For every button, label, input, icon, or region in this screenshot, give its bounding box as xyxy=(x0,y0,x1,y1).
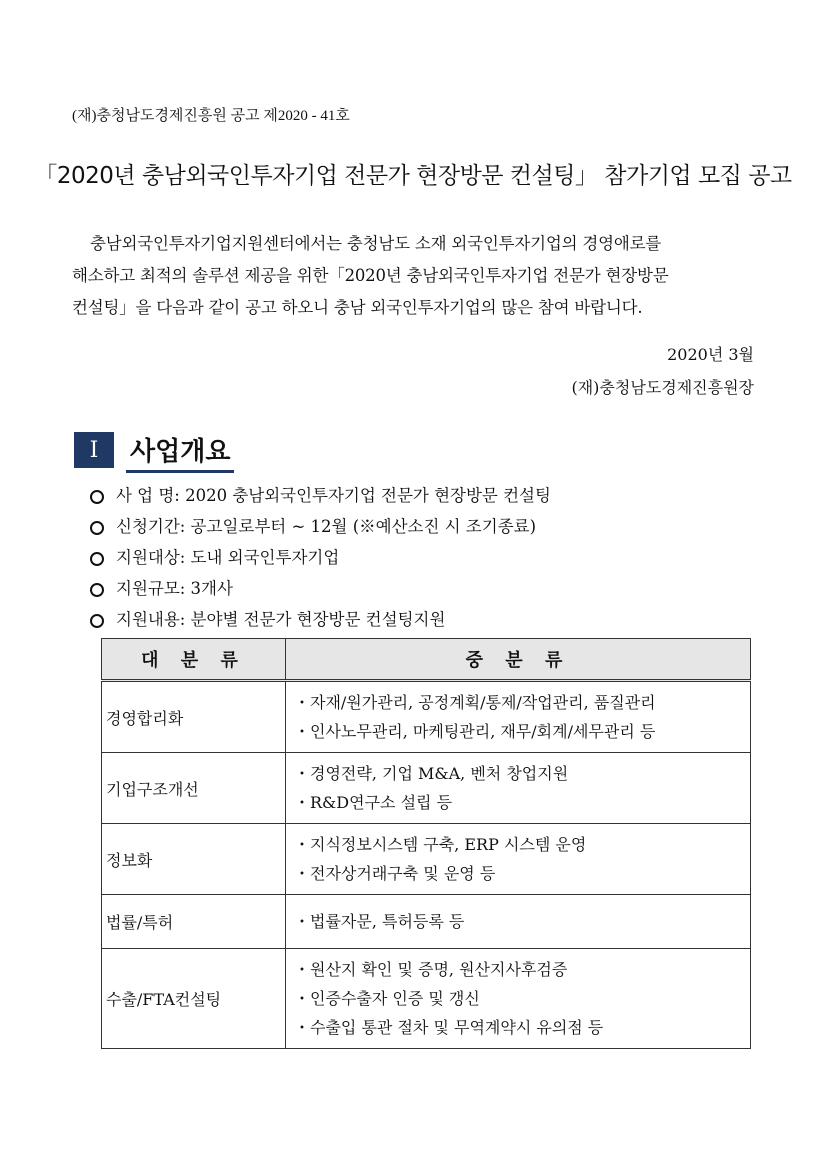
minor-item: ・R&D연구소 설립 등 xyxy=(294,793,453,812)
notice-date: 2020년 3월 xyxy=(667,345,754,364)
minor-item: ・경영전략, 기업 M&A, 벤처 창업지원 xyxy=(294,764,569,783)
list-item-text: 사 업 명: 2020 충남외국인투자기업 전문가 현장방문 컨설팅 xyxy=(116,486,551,505)
table-header-row xyxy=(102,639,751,681)
support-category-table xyxy=(101,638,751,1049)
bullet-circle-icon xyxy=(90,583,104,597)
minor-category-cell xyxy=(286,824,751,895)
major-category-cell xyxy=(102,681,286,753)
list-item xyxy=(90,608,551,639)
intro-paragraph xyxy=(72,228,758,324)
list-item xyxy=(90,577,551,608)
minor-item: ・수출입 통관 절차 및 무역계약시 유의점 등 xyxy=(294,1018,604,1037)
table-row xyxy=(102,681,751,753)
list-item xyxy=(90,546,551,577)
minor-category-cell xyxy=(286,681,751,753)
intro-line: 컨설팅」을 다음과 같이 공고 하오니 충남 외국인투자기업의 많은 참여 바랍니다. xyxy=(72,298,643,317)
list-item-text: 지원규모: 3개사 xyxy=(116,579,233,598)
major-category-cell xyxy=(102,753,286,824)
issuer-name: (재)충청남도경제진흥원장 xyxy=(571,378,754,397)
list-item xyxy=(90,515,551,546)
section-number: Ⅰ xyxy=(74,432,114,468)
list-item-text: 신청기간: 공고일로부터 ~ 12월 (※예산소진 시 조기종료) xyxy=(116,517,537,536)
minor-category-cell xyxy=(286,895,751,949)
list-item-text: 지원내용: 분야별 전문가 현장방문 컨설팅지원 xyxy=(116,610,446,629)
minor-item: ・전자상거래구축 및 운영 등 xyxy=(294,864,496,883)
major-category-label: 수출/FTA컨설팅 xyxy=(106,990,222,1009)
major-category-label: 정보화 xyxy=(106,850,153,870)
bullet-circle-icon xyxy=(90,521,104,535)
intro-line: 충남외국인투자기업지원센터에서는 충청남도 소재 외국인투자기업의 경영애로를 xyxy=(90,234,662,253)
minor-item: ・인사노무관리, 마케팅관리, 재무/회계/세무관리 등 xyxy=(294,722,656,741)
intro-line: 해소하고 최적의 솔루션 제공을 위한「2020년 충남외국인투자기업 전문가 현장방문 xyxy=(72,266,669,285)
major-category-cell xyxy=(102,824,286,895)
major-category-label: 경영합리화 xyxy=(106,708,184,728)
bullet-circle-icon xyxy=(90,614,104,628)
minor-item: ・인증수출자 인증 및 갱신 xyxy=(294,989,480,1008)
bullet-circle-icon xyxy=(90,490,104,504)
table-row xyxy=(102,949,751,1049)
major-category-label: 법률/특허 xyxy=(106,913,174,932)
overview-list xyxy=(90,484,551,639)
table-row xyxy=(102,824,751,895)
list-item-text: 지원대상: 도내 외국인투자기업 xyxy=(116,548,340,567)
bullet-circle-icon xyxy=(90,552,104,566)
minor-item: ・법률자문, 특허등록 등 xyxy=(294,912,465,931)
notice-number: (재)충청남도경제진흥원 공고 제2020 - 41호 xyxy=(72,108,350,124)
minor-category-cell xyxy=(286,949,751,1049)
minor-category-cell xyxy=(286,753,751,824)
table-row xyxy=(102,895,751,949)
document-title: 「2020년 충남외국인투자기업 전문가 현장방문 컨설팅」 참가기업 모집 공고 xyxy=(34,163,792,189)
minor-item: ・자재/원가관리, 공정계획/통제/작업관리, 품질관리 xyxy=(294,693,656,712)
section-title: 사업개요 xyxy=(126,431,234,473)
table-row xyxy=(102,753,751,824)
header-minor-category: 중 분 류 xyxy=(286,639,751,681)
major-category-cell xyxy=(102,949,286,1049)
minor-item: ・지식정보시스템 구축, ERP 시스템 운영 xyxy=(294,835,587,854)
header-major-category: 대 분 류 xyxy=(102,639,286,681)
minor-item: ・원산지 확인 및 증명, 원산지사후검증 xyxy=(294,960,568,979)
list-item xyxy=(90,484,551,515)
major-category-cell xyxy=(102,895,286,949)
major-category-label: 기업구조개선 xyxy=(106,779,199,799)
